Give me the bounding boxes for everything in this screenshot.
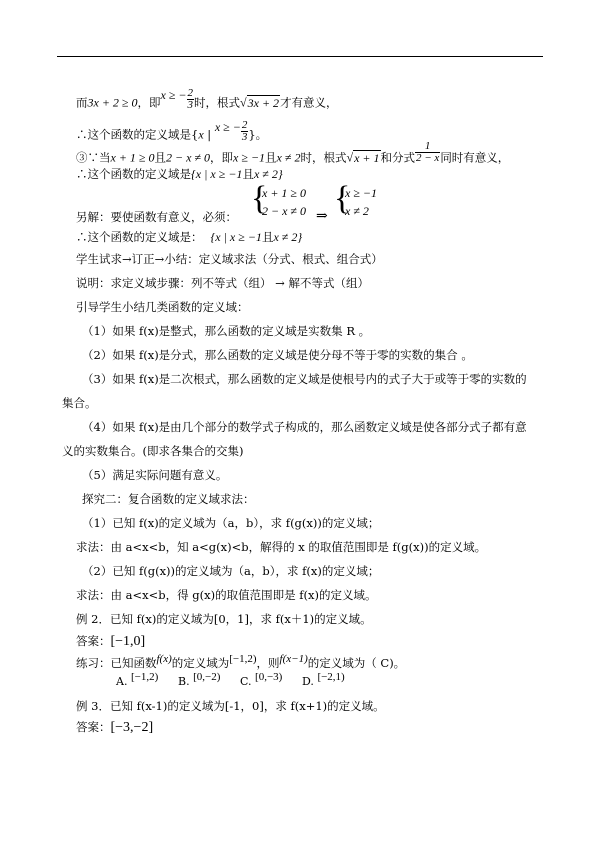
text: 而 bbox=[76, 95, 88, 110]
fraction bbox=[415, 141, 440, 164]
system-2-line-a: x ≥ −1 bbox=[345, 186, 378, 200]
option-label: D. bbox=[302, 675, 314, 688]
text: 练习：已知函数 bbox=[76, 656, 157, 670]
text-line: （5）满足实际问题有意义。 bbox=[82, 468, 228, 482]
text-line: 例 2．已知 f(x)的定义域为[0，1]，求 f(x＋1)的定义域。 bbox=[76, 612, 372, 626]
text-line: 求法：由 a<x<b，得 g(x)的取值范围即是 f(x)的定义域。 bbox=[76, 588, 377, 602]
line-domain-alt bbox=[76, 230, 302, 244]
radicand: x + 1 bbox=[354, 150, 380, 165]
system-2-line-b: x ≠ 2 bbox=[345, 204, 369, 218]
condition: x ≥ − bbox=[160, 87, 187, 102]
variable: x bbox=[198, 127, 204, 142]
fraction bbox=[241, 120, 249, 143]
inequality: 3x + 2 ≥ 0 bbox=[87, 95, 138, 110]
text-line: 求法：由 a<x<b，知 a<g(x)<b，解得的 x 的取值范围即是 f(g(x))的定义域。 bbox=[76, 540, 487, 554]
exercise-line bbox=[76, 653, 406, 671]
text-line: 例 3．已知 f(x-1)的定义域为[-1，0]，求 f(x+1)的定义域。 bbox=[76, 699, 385, 713]
text: 的定义域为 bbox=[171, 656, 230, 670]
text-line: 集合。 bbox=[62, 396, 97, 410]
text: 时，根式 bbox=[300, 150, 347, 165]
denominator: 3 bbox=[241, 131, 248, 143]
line-domain-1 bbox=[76, 119, 268, 147]
option-d bbox=[302, 671, 345, 688]
text-line: 学生试求→订正→小结：定义域求法（分式、根式、组合式） bbox=[76, 252, 383, 266]
text: }。 bbox=[248, 127, 268, 142]
set: {x | x ≥ −1 bbox=[191, 167, 243, 181]
text-line: （1）已知 f(x)的定义域为（a，b），求 f(g(x))的定义域； bbox=[82, 516, 380, 530]
answer-2 bbox=[76, 720, 153, 735]
option-value: [−1,2) bbox=[130, 671, 159, 683]
condition: x ≥ − bbox=[214, 119, 241, 134]
condition: x ≠ 2 bbox=[276, 150, 301, 165]
answer-1 bbox=[76, 634, 145, 649]
denominator: 2 − x bbox=[416, 152, 440, 164]
numerator: 2 bbox=[241, 119, 248, 131]
text-line: 探究二：复合函数的定义域求法： bbox=[82, 492, 255, 506]
text: 另解：要使函数有意义，必须： bbox=[76, 210, 237, 224]
radicand: 3x + 2 bbox=[247, 95, 280, 110]
option-value: [0,−3) bbox=[255, 671, 283, 683]
line-condition-1 bbox=[76, 87, 338, 115]
text: 才有意义， bbox=[280, 95, 338, 110]
text: 且 bbox=[265, 150, 277, 165]
text: ③∵当 bbox=[76, 150, 111, 165]
text-line: （1）如果 f(x)是整式，那么函数的定义域是实数集 R 。 bbox=[82, 324, 371, 338]
text: 且 bbox=[154, 150, 167, 165]
text-line: 义的实数集合。(即求各集合的交集) bbox=[62, 444, 244, 458]
text: 和分式 bbox=[380, 150, 415, 165]
text: ∴这个函数的定义域是{ bbox=[76, 127, 199, 142]
system-1-line-a: x + 1 ≥ 0 bbox=[262, 186, 307, 200]
text: ，即 bbox=[210, 150, 234, 165]
condition: 2 − x ≠ 0 bbox=[166, 150, 211, 165]
fraction bbox=[187, 88, 195, 111]
system-1-line-b: 2 − x ≠ 0 bbox=[262, 204, 307, 218]
text: 同时有意义， bbox=[440, 150, 510, 165]
condition: x ≥ −1 bbox=[233, 150, 266, 165]
line-domain-3 bbox=[76, 167, 283, 181]
answer-label: 答案： bbox=[76, 720, 111, 734]
text: 时，根式 bbox=[194, 95, 241, 110]
domain: [−1,2) bbox=[229, 653, 257, 665]
function: f(x) bbox=[156, 653, 172, 665]
left-brace: { bbox=[251, 180, 268, 217]
option-label: B. bbox=[178, 675, 190, 688]
radical: √x + 1 bbox=[346, 150, 380, 165]
text: 且 bbox=[242, 167, 254, 181]
option-value: [−2,1) bbox=[317, 671, 345, 683]
function: f(x−1) bbox=[279, 653, 308, 665]
text: 且 bbox=[261, 230, 274, 244]
text-line: 引导学生小结几类函数的定义域： bbox=[76, 300, 249, 314]
text: | bbox=[203, 127, 215, 142]
condition: x + 1 ≥ 0 bbox=[110, 150, 155, 165]
answer-value: [−3,−2] bbox=[110, 720, 154, 735]
left-brace: { bbox=[334, 180, 351, 217]
option-b bbox=[178, 671, 221, 688]
text: ，则 bbox=[256, 656, 280, 670]
text: ∴这个函数的定义域是 bbox=[76, 167, 191, 181]
set: x ≠ 2} bbox=[253, 167, 283, 181]
radical: √3x + 2 bbox=[240, 95, 280, 110]
answer-value: [−1,0] bbox=[110, 634, 146, 649]
text-line: （3）如果 f(x)是二次根式，那么函数的定义域是使根号内的式子大于或等于零的实数的 bbox=[82, 372, 527, 386]
set: x ≠ 2} bbox=[273, 230, 303, 244]
text-line: （2）如果 f(x)是分式，那么函数的定义域是使分母不等于零的实数的集合 。 bbox=[82, 348, 473, 362]
set: {x | x ≥ −1 bbox=[210, 230, 262, 244]
header-rule bbox=[57, 56, 543, 57]
option-a bbox=[116, 671, 159, 688]
text: ，即 bbox=[137, 95, 161, 110]
text-line: （4）如果 f(x)是由几个部分的数学式子构成的，那么函数定义域是使各部分式子都有意 bbox=[82, 420, 527, 434]
text: 的定义域为（ C)。 bbox=[307, 656, 406, 670]
line-alt-solution bbox=[76, 210, 237, 224]
option-label: A. bbox=[116, 675, 128, 688]
text: ∴这个函数的定义域是： bbox=[76, 230, 203, 244]
denominator: 3 bbox=[187, 99, 194, 111]
text-line: （2）已知 f(g(x))的定义域为（a，b），求 f(x)的定义域； bbox=[82, 564, 380, 578]
option-value: [0,−2) bbox=[193, 671, 221, 683]
text-line: 说明：求定义域步骤：列不等式（组） → 解不等式（组） bbox=[76, 276, 369, 290]
numerator: 2 bbox=[187, 87, 194, 99]
numerator: 1 bbox=[424, 140, 431, 152]
answer-label: 答案： bbox=[76, 634, 111, 648]
option-c bbox=[240, 671, 283, 688]
implies-arrow: ⇒ bbox=[316, 208, 328, 224]
option-label: C. bbox=[240, 675, 252, 688]
